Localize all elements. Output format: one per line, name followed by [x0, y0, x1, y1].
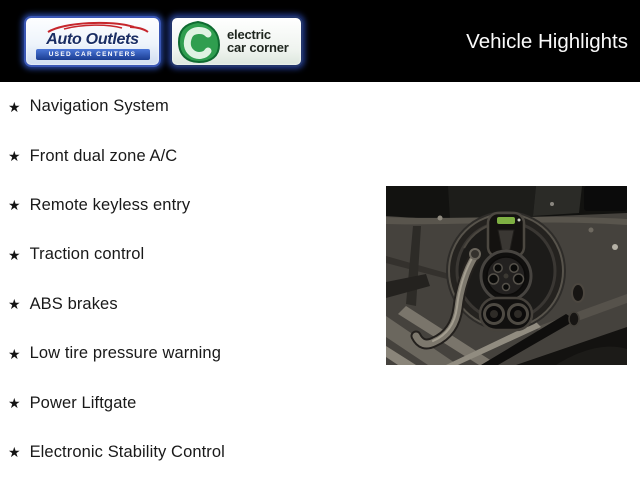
- feature-item: [8, 181, 225, 230]
- star-bullet-icon: ★: [8, 395, 21, 412]
- ecc-line1: electric: [227, 27, 271, 42]
- header-bar: [0, 0, 640, 82]
- electric-car-corner-monogram-icon: [178, 21, 220, 63]
- feature-label: Low tire pressure warning: [29, 344, 221, 363]
- feature-item: [8, 329, 225, 378]
- star-bullet-icon: ★: [8, 98, 21, 115]
- auto-outlets-name: Auto Outlets: [46, 31, 139, 48]
- feature-label: Remote keyless entry: [29, 195, 191, 214]
- feature-label: Navigation System: [29, 97, 169, 116]
- feature-item: [8, 82, 225, 131]
- feature-label: ABS brakes: [29, 294, 118, 313]
- feature-item: [8, 428, 225, 477]
- star-bullet-icon: ★: [8, 444, 21, 461]
- feature-list: [8, 82, 225, 477]
- feature-item: [8, 230, 225, 279]
- feature-label: Power Liftgate: [29, 393, 137, 412]
- page-title: Vehicle Highlights: [466, 30, 628, 53]
- ev-charge-port-photo: [386, 186, 627, 365]
- feature-label: Front dual zone A/C: [29, 146, 178, 165]
- ecc-line2: car corner: [227, 39, 289, 55]
- vehicle-photo: [386, 186, 627, 365]
- star-bullet-icon: ★: [8, 345, 21, 362]
- feature-item: [8, 131, 225, 180]
- star-bullet-icon: ★: [8, 296, 21, 313]
- feature-label: Electronic Stability Control: [29, 442, 225, 461]
- logo-group: [24, 16, 303, 67]
- feature-item: [8, 378, 225, 427]
- auto-outlets-logo: [24, 16, 161, 67]
- feature-item: [8, 280, 225, 329]
- star-bullet-icon: ★: [8, 197, 21, 214]
- star-bullet-icon: ★: [8, 246, 21, 263]
- auto-outlets-tagline: USED CAR CENTERS: [36, 49, 150, 60]
- feature-label: Traction control: [29, 245, 145, 264]
- star-bullet-icon: ★: [8, 148, 21, 165]
- electric-car-corner-logo: [170, 16, 303, 67]
- electric-car-corner-wordmark: [227, 29, 289, 54]
